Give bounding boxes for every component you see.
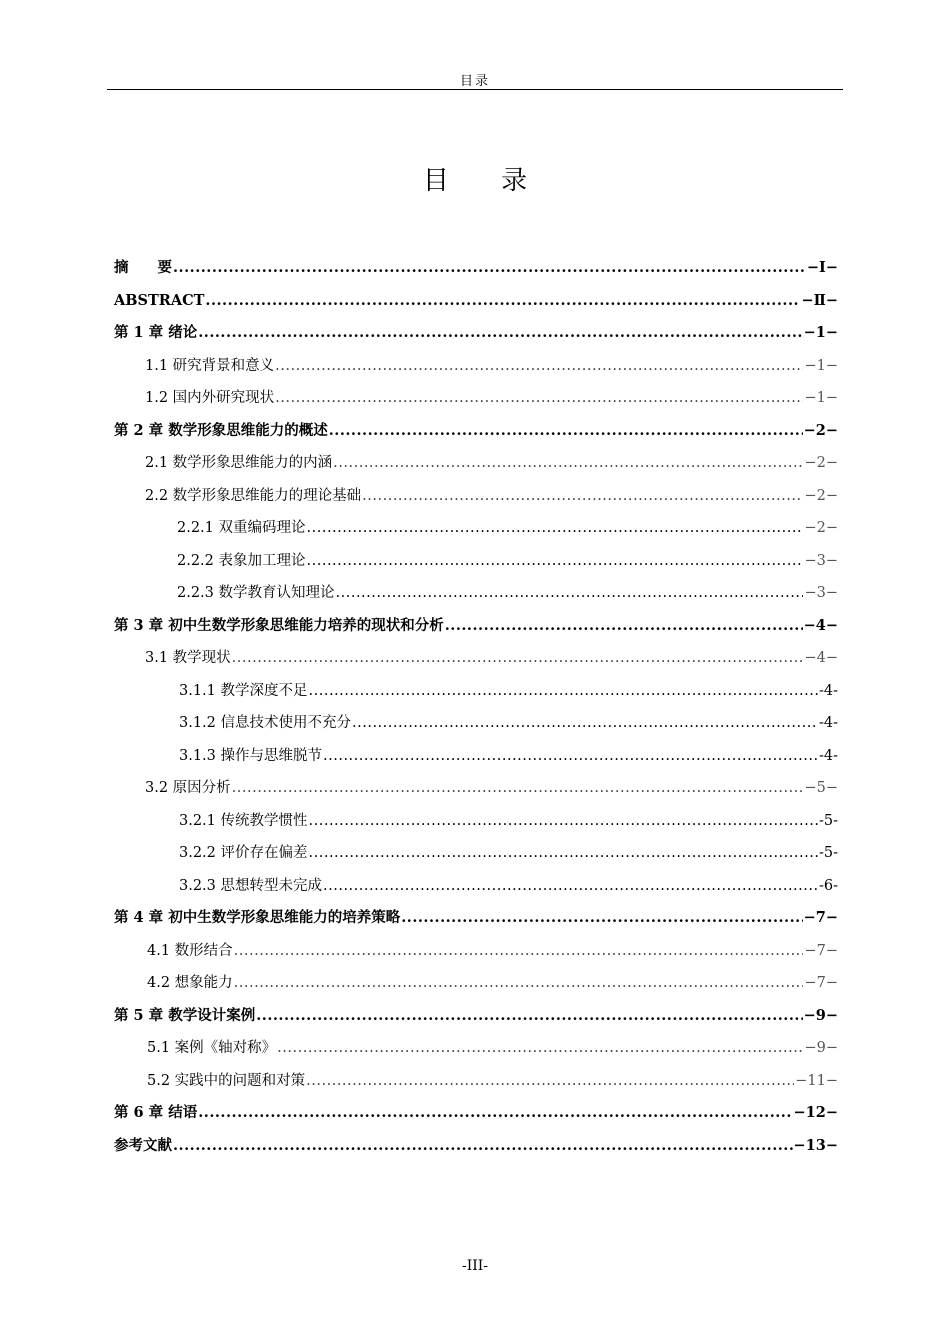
- toc-dot-leader: [333, 447, 803, 480]
- toc-entry[interactable]: [114, 512, 838, 545]
- toc-entry-page: −13−: [793, 1136, 838, 1154]
- toc-entry[interactable]: [114, 1032, 838, 1065]
- toc-entry-page: -4-: [818, 747, 838, 764]
- toc-entry-page: −7−: [804, 942, 838, 959]
- toc-entry[interactable]: [114, 642, 838, 675]
- toc-entry-page: -5-: [818, 812, 838, 829]
- toc-entry-label: 1.2 国内外研究现状: [145, 390, 275, 406]
- toc-entry[interactable]: [114, 545, 838, 578]
- toc-entry[interactable]: [114, 740, 838, 773]
- toc-entry-page: −Ⅰ−: [806, 259, 838, 276]
- toc-entry-page: −5−: [804, 780, 838, 796]
- toc-entry[interactable]: [114, 837, 838, 870]
- toc-entry-page: −1−: [803, 324, 838, 341]
- toc-entry-label: 3.2 原因分析: [145, 780, 231, 796]
- toc-entry[interactable]: [114, 480, 838, 513]
- toc-entry-page: −Ⅱ−: [801, 291, 838, 309]
- toc-entry-page: −2−: [804, 487, 838, 504]
- toc-dot-leader: [232, 772, 804, 805]
- toc-dot-leader: [173, 252, 806, 285]
- toc-entry-page: −4−: [804, 650, 838, 666]
- toc-dot-leader: [277, 1032, 803, 1065]
- toc-dot-leader: [275, 350, 803, 383]
- toc-dot-leader: [275, 382, 803, 415]
- toc-entry-page: −2−: [804, 455, 838, 471]
- toc-entry-page: −2−: [804, 520, 838, 536]
- toc-entry[interactable]: [114, 772, 838, 805]
- toc-entry-page: −11−: [795, 1072, 838, 1089]
- toc-dot-leader: [198, 1097, 792, 1130]
- toc-entry-page: -4-: [818, 682, 838, 699]
- toc-dot-leader: [173, 1130, 793, 1163]
- toc-entry[interactable]: [114, 447, 838, 480]
- toc-entry-page: -6-: [818, 877, 838, 894]
- toc-entry-label: 2.2 数学形象思维能力的理论基础: [145, 487, 362, 504]
- toc-entry-label: 3.2.2 评价存在偏差: [179, 845, 308, 861]
- toc-entry-label: 5.2 实践中的问题和对策: [147, 1072, 306, 1089]
- toc-dot-leader: [362, 480, 803, 513]
- toc-entry-label: 3.1 教学现状: [145, 650, 231, 666]
- toc-entry-page: −3−: [804, 585, 838, 601]
- toc-entry-label: 3.2.1 传统教学惯性: [179, 812, 308, 829]
- toc-entry-page: −3−: [804, 552, 838, 569]
- toc-entry-label: 4.2 想象能力: [147, 975, 233, 991]
- toc-entry-label: 2.1 数学形象思维能力的内涵: [145, 455, 333, 471]
- toc-entry-label: 第 3 章 初中生数学形象思维能力培养的现状和分析: [114, 616, 444, 634]
- toc-entry[interactable]: [114, 317, 838, 350]
- toc-entry-page: −2−: [803, 421, 838, 439]
- toc-entry[interactable]: [114, 707, 838, 740]
- toc-entry-page: -4-: [818, 715, 838, 731]
- toc-dot-leader: [309, 805, 818, 838]
- toc-entry[interactable]: [114, 870, 838, 903]
- toc-entry[interactable]: [114, 935, 838, 968]
- toc-entry-label: 2.2.3 数学教育认知理论: [177, 585, 335, 601]
- toc-entry-label: 第 1 章 绪论: [114, 324, 198, 341]
- toc-dot-leader: [232, 642, 804, 675]
- toc-entry-label: 1.1 研究背景和意义: [145, 357, 275, 374]
- toc-entry-label: 摘 要: [114, 259, 172, 276]
- toc-entry-label: 2.2.1 双重编码理论: [177, 520, 306, 536]
- toc-entry[interactable]: [114, 415, 838, 448]
- toc-entry-page: −7−: [804, 975, 838, 991]
- toc-entry-label: 第 2 章 数学形象思维能力的概述: [114, 421, 328, 439]
- toc-dot-leader: [307, 545, 804, 578]
- toc-entry-page: -5-: [818, 845, 838, 861]
- toc-entry[interactable]: [114, 577, 838, 610]
- toc-entry-page: −1−: [804, 357, 838, 374]
- toc-entry-label: 参考文献: [114, 1136, 172, 1154]
- toc-dot-leader: [336, 577, 804, 610]
- toc-dot-leader: [306, 1065, 794, 1098]
- toc-dot-leader: [198, 317, 802, 350]
- toc-entry[interactable]: [114, 902, 838, 935]
- toc-entry[interactable]: [114, 1130, 838, 1163]
- toc-entry-label: 3.1.2 信息技术使用不充分: [179, 715, 352, 731]
- toc-entry[interactable]: [114, 675, 838, 708]
- toc-entry-page: −7−: [803, 909, 838, 926]
- toc-entry[interactable]: [114, 252, 838, 285]
- toc-entry-label: 3.1.1 教学深度不足: [179, 682, 308, 699]
- toc-dot-leader: [329, 415, 803, 448]
- toc-entry-label: 3.2.3 思想转型未完成: [179, 877, 323, 894]
- toc-entry-label: 4.1 数形结合: [147, 942, 233, 959]
- toc-entry-label: ABSTRACT: [114, 291, 205, 309]
- toc-entry-label: 第 4 章 初中生数学形象思维能力的培养策略: [114, 909, 401, 926]
- running-header: 目录: [459, 74, 490, 89]
- toc-dot-leader: [323, 740, 818, 773]
- toc-entry[interactable]: [114, 805, 838, 838]
- table-of-contents: [114, 252, 838, 1162]
- toc-dot-leader: [256, 1000, 802, 1033]
- toc-dot-leader: [352, 707, 818, 740]
- toc-dot-leader: [323, 870, 818, 903]
- toc-entry-label: 3.1.3 操作与思维脱节: [179, 747, 323, 764]
- toc-entry[interactable]: [114, 1097, 838, 1130]
- toc-dot-leader: [445, 610, 803, 643]
- toc-entry-label: 第 5 章 教学设计案例: [114, 1006, 256, 1024]
- toc-dot-leader: [234, 935, 804, 968]
- toc-dot-leader: [234, 967, 804, 1000]
- page-title: 目 录: [422, 166, 550, 196]
- toc-entry[interactable]: [114, 610, 838, 643]
- toc-entry[interactable]: [114, 967, 838, 1000]
- toc-entry-label: 2.2.2 表象加工理论: [177, 552, 306, 569]
- toc-entry-label: 第 6 章 结语: [114, 1104, 198, 1121]
- toc-entry-page: −9−: [803, 1006, 838, 1024]
- toc-dot-leader: [307, 512, 804, 545]
- toc-entry-page: −4−: [803, 616, 838, 634]
- toc-dot-leader: [309, 837, 818, 870]
- toc-entry[interactable]: [114, 1065, 838, 1098]
- toc-entry-page: −1−: [804, 390, 838, 406]
- toc-dot-leader: [309, 675, 818, 708]
- toc-entry[interactable]: [114, 1000, 838, 1033]
- header-rule: [107, 89, 843, 90]
- page-number: -III-: [461, 1258, 489, 1274]
- toc-dot-leader: [205, 285, 800, 318]
- toc-entry-page: −12−: [793, 1104, 838, 1121]
- toc-entry[interactable]: [114, 350, 838, 383]
- toc-entry-label: 5.1 案例《轴对称》: [147, 1040, 277, 1056]
- toc-entry[interactable]: [114, 285, 838, 318]
- toc-entry-page: −9−: [804, 1040, 838, 1056]
- toc-entry[interactable]: [114, 382, 838, 415]
- toc-dot-leader: [401, 902, 802, 935]
